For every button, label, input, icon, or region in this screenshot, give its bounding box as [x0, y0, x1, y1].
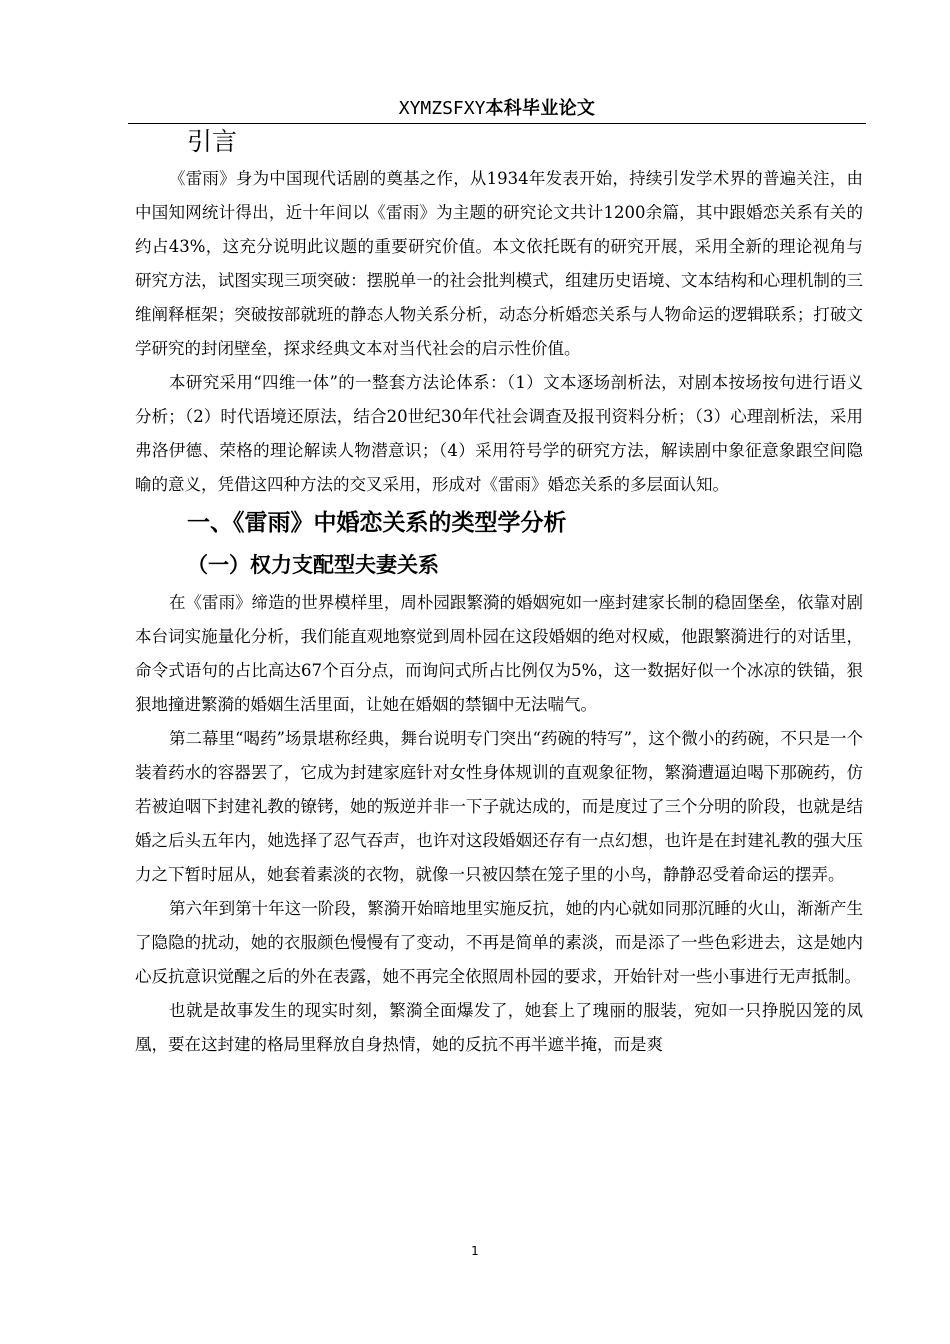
header-school-code: XYMZSFXY — [398, 98, 486, 119]
header-title: 本科毕业论文 — [485, 98, 596, 119]
page-header — [128, 93, 866, 124]
body-paragraph-1: 在《雷雨》缔造的世界模样里，周朴园跟繁漪的婚姻宛如一座封建家长制的稳固堡垒，依靠对剧本台词实施量化分析，我们能直观地察觉到周朴园在这段婚姻的绝对权威，他跟繁漪进行的对话里，命令式语句的占比高达67个百分点，而询问式所占比例仅为5%，这一数据好似一个冰凉的铁锚，狠狠地撞进繁漪的婚姻生活里面，让她在婚姻的禁锢中无法喘气。 — [135, 593, 863, 714]
intro-paragraph-2: 本研究采用“四维一体”的一整套方法论体系：（1）文本逐场剖析法，对剧本按场按句进行语义分析；（2）时代语境还原法，结合20世纪30年代社会调查及报刊资料分析；（3）心理剖析法，采用弗洛伊德、荣格的理论解读人物潜意识；（4）采用符号学的研究方法，解读剧中象征意象跟空间隐喻的意义，凭借这四种方法的交叉采用，形成对《雷雨》婚恋关系的多层面认知。 — [135, 373, 863, 494]
document-body — [135, 122, 863, 1062]
body-paragraph-4: 也就是故事发生的现实时刻，繁漪全面爆发了，她套上了瑰丽的服装，宛如一只挣脱囚笼的凤凰，要在这封建的格局里释放自身热情，她的反抗不再半遮半掩，而是爽 — [135, 1001, 863, 1054]
intro-heading: 引言 — [187, 127, 238, 156]
body-paragraph-2: 第二幕里“喝药”场景堪称经典，舞台说明专门突出“药碗的特写”，这个微小的药碗，不只是一个装着药水的容器罢了，它成为封建家庭针对女性身体规训的直观象征物，繁漪遭逼迫喝下那碗药，仿若被迫咽下封建礼教的镣铐，她的叛逆并非一下子就达成的，而是度过了三个分明的阶段，也就是结婚之后头五年内，她选择了忍气吞声，也许对这段婚姻还存有一点幻想，也许是在封建礼教的强大压力之下暂时屈从，她套着素淡的衣物，就像一只被囚禁在笼子里的小鸟，静静忍受着命运的摆弄。 — [135, 729, 863, 884]
intro-paragraph-1: 《雷雨》身为中国现代话剧的奠基之作，从1934年发表开始，持续引发学术界的普遍关注，由中国知网统计得出，近十年间以《雷雨》为主题的研究论文共计1200余篇，其中跟婚恋关系有关的约占43%，这充分说明此议题的重要研究价值。本文依托既有的研究开展，采用全新的理论视角与研究方法，试图实现三项突破：摆脱单一的社会批判模式，组建历史语境、文本结构和心理机制的三维阐释框架；突破按部就班的静态人物关系分析，动态分析婚恋关系与人物命运的逻辑联系；打破文学研究的封闭壁垒，探求经典文本对当代社会的启示性价值。 — [135, 169, 863, 358]
page-number: 1 — [471, 1244, 479, 1258]
body-paragraph-3: 第六年到第十年这一阶段，繁漪开始暗地里实施反抗，她的内心就如同那沉睡的火山，渐渐产生了隐隐的扰动，她的衣服颜色慢慢有了变动，不再是简单的素淡，而是添了一些色彩进去，这是她内心反抗意识觉醒之后的外在表露，她不再完全依照周朴园的要求，开始针对一些小事进行无声抵制。 — [135, 899, 863, 986]
subsection-heading: （一）权力支配型夫妻关系 — [187, 553, 439, 577]
section-heading: 一、《雷雨》中婚恋关系的类型学分析 — [187, 510, 567, 536]
